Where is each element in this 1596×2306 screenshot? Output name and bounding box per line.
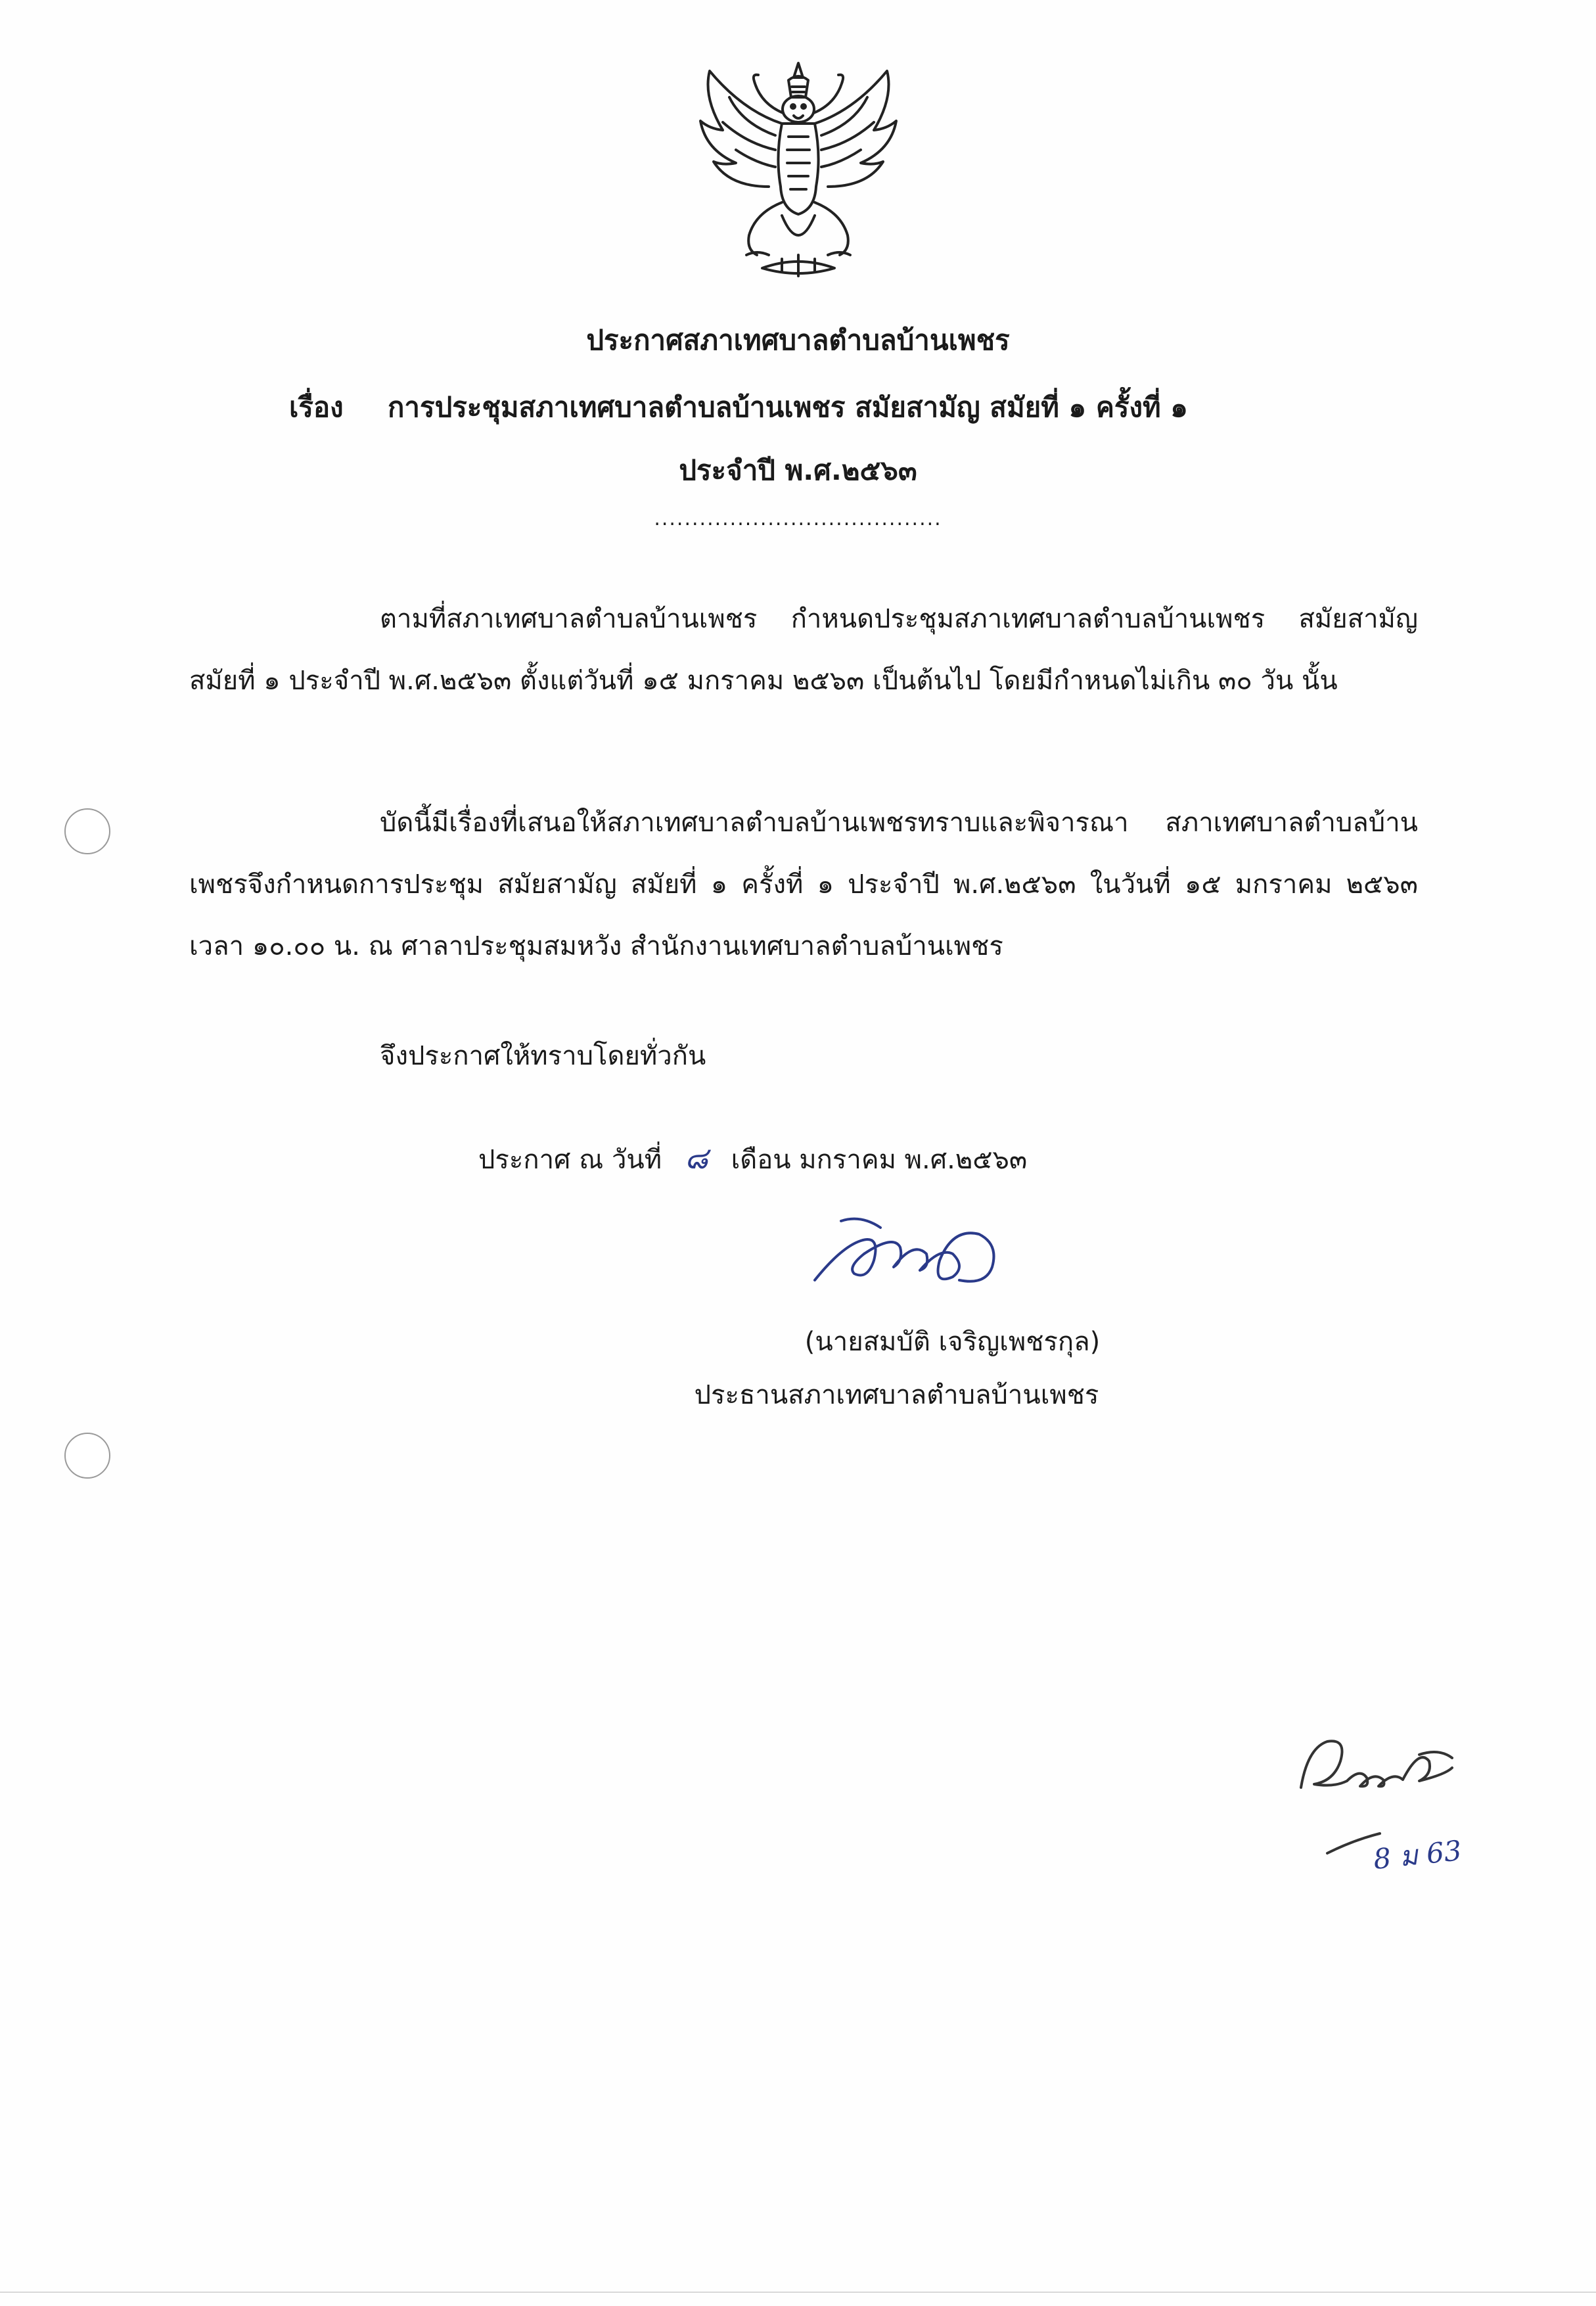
subject-line [289, 388, 1406, 427]
closing-statement: จึงประกาศให้ทราบโดยทั่วกัน [380, 1041, 706, 1071]
punch-hole [64, 1433, 110, 1479]
announcement-date [478, 1138, 1027, 1180]
paragraph-1-text: ตามที่สภาเทศบาลตำบลบ้านเพชร กำหนดประชุมสภาเทศบาลตำบลบ้านเพชร สมัยสามัญ สมัยที่ ๑ ประจำปี พ.ศ.๒๕๖๓ ตั้งแต่วันที่ ๑๕ มกราคม ๒๕๖๓ เป็นต้นไป โดยมีกำหนดไม่เกิน ๓๐ วัน นั้น [189, 604, 1418, 696]
subject-text: การประชุมสภาเทศบาลตำบลบ้านเพชร สมัยสามัญ สมัยที่ ๑ ครั้งที่ ๑ [388, 391, 1188, 423]
signatory-name: (นายสมบัติ เจริญเพชรกุล) [804, 1327, 1101, 1357]
header-divider: ...................................... [654, 507, 942, 530]
announcement-title: ประกาศสภาเทศบาลตำบลบ้านเพชร [586, 324, 1010, 356]
garuda-emblem-icon [683, 58, 913, 281]
paragraph-2 [189, 792, 1418, 977]
punch-hole [64, 808, 110, 854]
subject-label: เรื่อง [289, 391, 344, 423]
paragraph-2-text: บัดนี้มีเรื่องที่เสนอให้สภาเทศบาลตำบลบ้านเพชรทราบและพิจารณา สภาเทศบาลตำบลบ้านเพชรจึงกำหนดการประชุม สมัยสามัญ สมัยที่ ๑ ครั้งที่ ๑ ประจำปี พ.ศ.๒๕๖๓ ในวันที่ ๑๕ มกราคม ๒๕๖๓ เวลา ๑๐.๐๐ น. ณ ศาลาประชุมสมหวัง สำนักงานเทศบาลตำบลบ้านเพชร [189, 808, 1418, 961]
announcement-date-suffix: เดือน มกราคม พ.ศ.๒๕๖๓ [731, 1145, 1028, 1175]
paragraph-1 [189, 588, 1418, 712]
signature-icon [802, 1208, 1012, 1293]
scan-bottom-edge [0, 2292, 1596, 2293]
signatory-position: ประธานสภาเทศบาลตำบลบ้านเพชร [694, 1380, 1099, 1410]
fiscal-year-line: ประจำปี พ.ศ.๒๕๖๓ [679, 454, 917, 486]
announcement-day-handwritten: ๘ [685, 1140, 708, 1176]
announcement-date-prefix: ประกาศ ณ วันที่ [478, 1145, 662, 1175]
received-date-annotation: 8 ม 63 [1371, 1834, 1463, 1876]
